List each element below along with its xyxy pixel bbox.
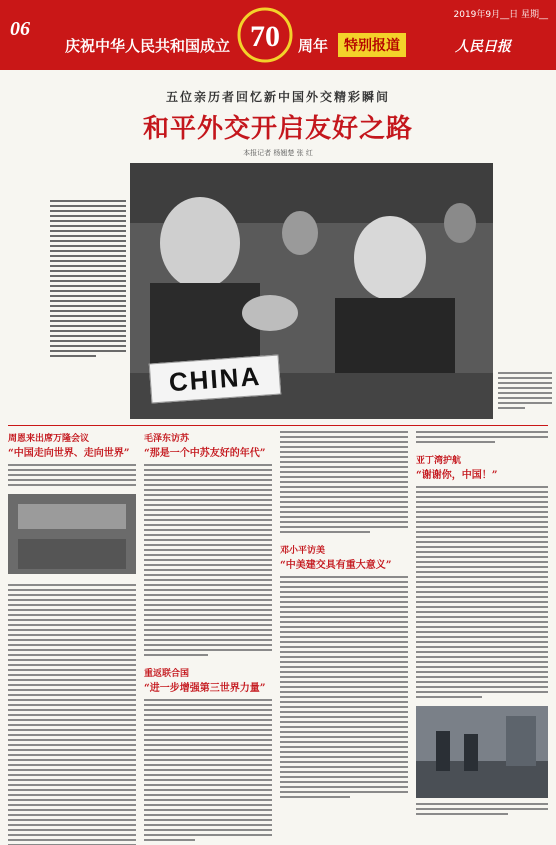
section-3-body	[144, 699, 272, 841]
anniversary-suffix: 周年	[298, 37, 329, 55]
section-2-heading: “那是一个中苏友好的年代”	[144, 448, 266, 459]
photo-caption	[498, 372, 552, 409]
masthead-logo: 人民日报	[455, 39, 511, 55]
section-2-body	[144, 464, 272, 656]
section-3-kicker: 重返联合国	[144, 669, 190, 679]
page-header	[0, 0, 556, 70]
main-photo	[130, 163, 493, 419]
section-3-continued	[280, 431, 408, 533]
special-report-badge: 特别报道	[338, 33, 406, 57]
section-5-heading: “谢谢你，中国！”	[416, 470, 498, 481]
section-1-heading: “中国走向世界、走向世界”	[8, 448, 130, 459]
section-divider	[8, 425, 548, 426]
section-5-kicker: 亚丁湾护航	[416, 456, 462, 466]
section-1-body	[8, 584, 136, 845]
column-3	[280, 431, 408, 798]
column-2	[144, 431, 272, 841]
anniversary-70-logo	[236, 6, 294, 64]
section-4-kicker: 邓小平访美	[280, 546, 326, 556]
column-4	[416, 431, 548, 815]
bandung-photo	[8, 494, 136, 574]
section-4-body	[280, 576, 408, 798]
nameplate-text: CHINA	[167, 360, 263, 397]
section-5-body	[416, 486, 548, 698]
column-1	[8, 431, 136, 845]
header-title: 庆祝中华人民共和国成立	[65, 37, 231, 55]
section-1-kicker: 周恩来出席万隆会议	[8, 434, 90, 444]
page-number: 06	[10, 18, 30, 40]
article-headline: 和平外交开启友好之路	[142, 114, 413, 144]
section-1-lead	[8, 464, 136, 486]
naval-escort-caption	[416, 803, 548, 815]
naval-escort-photo	[416, 706, 548, 798]
intro-paragraph	[50, 200, 126, 357]
section-4-continued	[416, 431, 548, 443]
section-2-kicker: 毛泽东访苏	[144, 434, 190, 444]
article-kicker: 五位亲历者回忆新中国外交精彩瞬间	[165, 90, 390, 104]
section-4-heading: “中美建交具有重大意义”	[280, 560, 392, 571]
section-3-heading: “进一步增强第三世界力量”	[144, 683, 266, 694]
issue-date: 2019年9月__日 星期__	[453, 10, 548, 20]
article-byline: 本报记者 杨翘楚 张 红	[243, 149, 313, 157]
anniversary-number: 70	[250, 20, 280, 53]
